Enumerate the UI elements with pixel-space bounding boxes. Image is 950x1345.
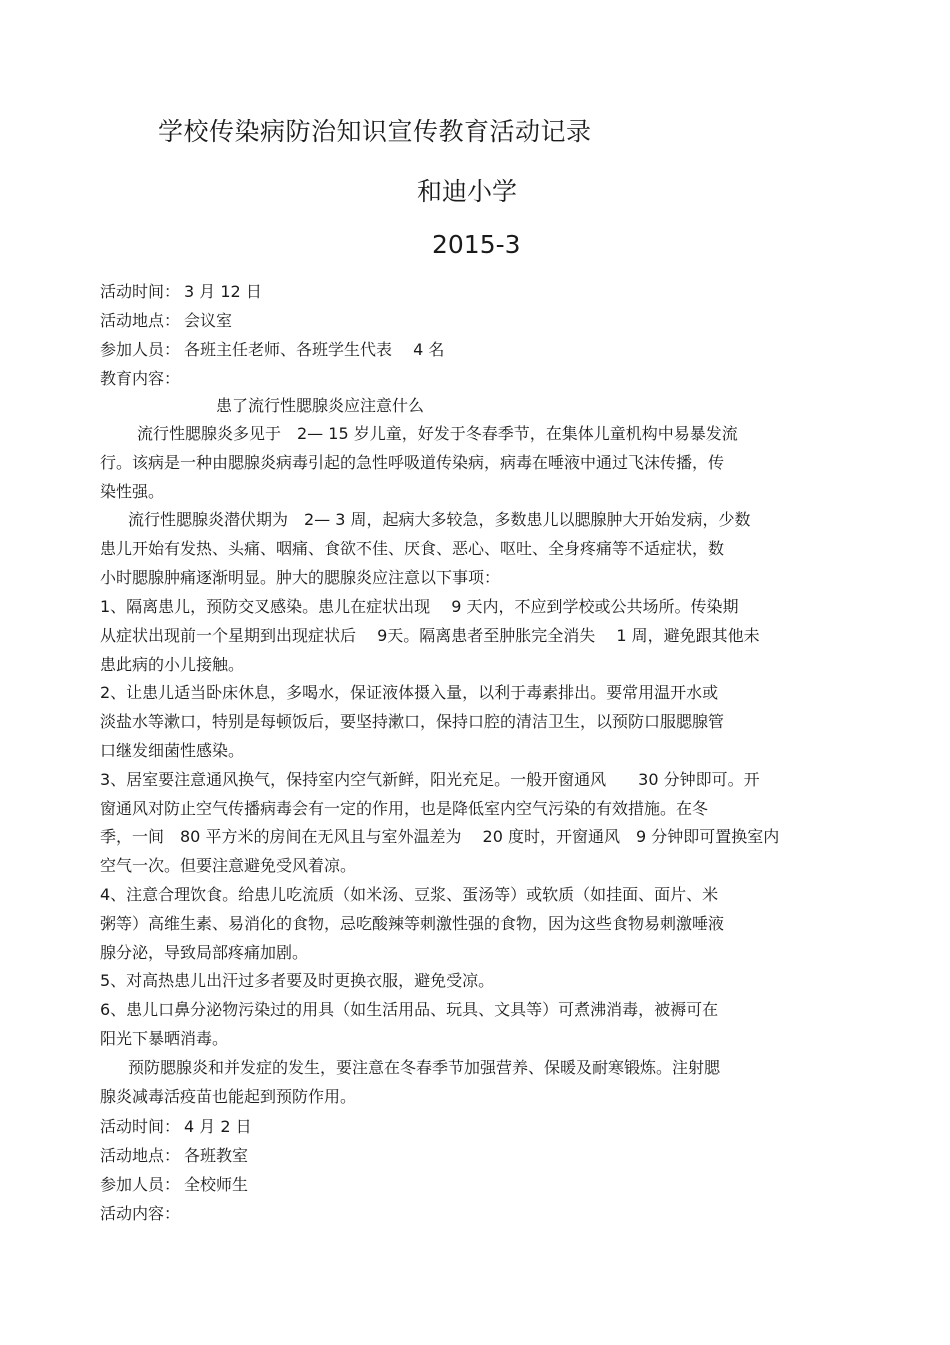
body-line: 流行性腮腺炎潜伏期为 2— 3 周，起病大多较急，多数患儿以腮腺肿大开始发病，少数: [128, 510, 751, 529]
activity2-place-label: 活动地点：: [100, 1146, 181, 1165]
body-line: 患此病的小儿接触。: [100, 655, 245, 674]
activity2-place: [100, 1143, 248, 1166]
body-line: 流行性腮腺炎多见于 2— 15 岁儿童，好发于冬春季节，在集体儿童机构中易暴发流: [137, 424, 738, 443]
activity1-place: [100, 308, 232, 331]
body-line: 4、注意合理饮食。给患儿吃流质（如米汤、豆浆、蛋汤等）或软质（如挂面、面片、米: [100, 885, 719, 904]
body-line: 3、居室要注意通风换气，保持室内空气新鲜，阳光充足。一般开窗通风 30 分钟即可。开: [100, 770, 760, 789]
activity1-place-value: 会议室: [184, 311, 233, 330]
document-date: 2015-3: [432, 230, 521, 259]
activity2-people-value: 全校师生: [184, 1175, 249, 1194]
activity2-time-label: 活动时间：: [100, 1117, 181, 1136]
body-line: 2、让患儿适当卧床休息，多喝水，保证液体摄入量，以利于毒素排出。要常用温开水或: [100, 683, 719, 702]
body-line: 季，一间 80 平方米的房间在无风且与室外温差为 20 度时，开窗通风 9 分钟即可置换室内: [100, 827, 780, 846]
activity1-people-label: 参加人员：: [100, 340, 181, 359]
body-line: 粥等）高维生素、易消化的食物，忌吃酸辣等刺激性强的食物，因为这些食物易刺激唾液: [100, 914, 725, 933]
activity1-people: [100, 337, 444, 360]
body-line: 腺炎减毒活疫苗也能起到预防作用。: [100, 1087, 357, 1106]
body-line: 行。该病是一种由腮腺炎病毒引起的急性呼吸道传染病，病毒在唾液中通过飞沫传播，传: [100, 453, 725, 472]
document-title: 学校传染病防治知识宣传教育活动记录: [158, 117, 592, 146]
body-line: 患儿开始有发热、头痛、咽痛、食欲不佳、厌食、恶心、呕吐、全身疼痛等不适症状，数: [100, 539, 725, 558]
activity1-time: [100, 279, 262, 302]
activity2-time: [100, 1114, 252, 1137]
body-line: 口继发细菌性感染。: [100, 741, 245, 760]
body-line: 腺分泌，导致局部疼痛加剧。: [100, 943, 309, 962]
activity1-place-label: 活动地点：: [100, 311, 181, 330]
activity2-time-value: 4 月 2 日: [184, 1117, 252, 1136]
body-line: 淡盐水等漱口，特别是每顿饭后，要坚持漱口，保持口腔的清洁卫生，以预防口服腮腺管: [100, 712, 725, 731]
body-line: 从症状出现前一个星期到出现症状后 9天。隔离患者至肿胀完全消失 1 周，避免跟其他未: [100, 626, 760, 645]
body-line: 6、患儿口鼻分泌物污染过的用具（如生活用品、玩具、文具等）可煮沸消毒，被褥可在: [100, 1000, 719, 1019]
activity2-people-label: 参加人员：: [100, 1175, 181, 1194]
body-line: 5、对高热患儿出汗过多者要及时更换衣服，避免受凉。: [100, 971, 495, 990]
body-line: 1、隔离患儿，预防交叉感染。患儿在症状出现 9 天内，不应到学校或公共场所。传染期: [100, 597, 739, 616]
body-line: 预防腮腺炎和并发症的发生，要注意在冬春季节加强营养、保暖及耐寒锻炼。注射腮: [128, 1058, 721, 1077]
activity2-content-label: 活动内容：: [100, 1204, 181, 1223]
activity1-time-label: 活动时间：: [100, 282, 181, 301]
body-line: 阳光下暴晒消毒。: [100, 1029, 229, 1048]
body-line: 小时腮腺肿痛逐渐明显。肿大的腮腺炎应注意以下事项：: [100, 568, 501, 587]
activity1-content-label: 教育内容：: [100, 369, 181, 388]
activity1-people-value: 各班主任老师、各班学生代表 4 名: [184, 340, 445, 359]
activity1-time-value: 3 月 12 日: [184, 282, 262, 301]
activity2-place-value: 各班教室: [184, 1146, 249, 1165]
school-name: 和迪小学: [417, 177, 518, 206]
body-line: 窗通风对防止空气传播病毒会有一定的作用，也是降低室内空气污染的有效措施。在冬: [100, 799, 709, 818]
body-line: 染性强。: [100, 482, 165, 501]
activity2-people: [100, 1172, 248, 1195]
body-line: 空气一次。但要注意避免受风着凉。: [100, 856, 357, 875]
article-subtitle: 患了流行性腮腺炎应注意什么: [216, 396, 425, 415]
